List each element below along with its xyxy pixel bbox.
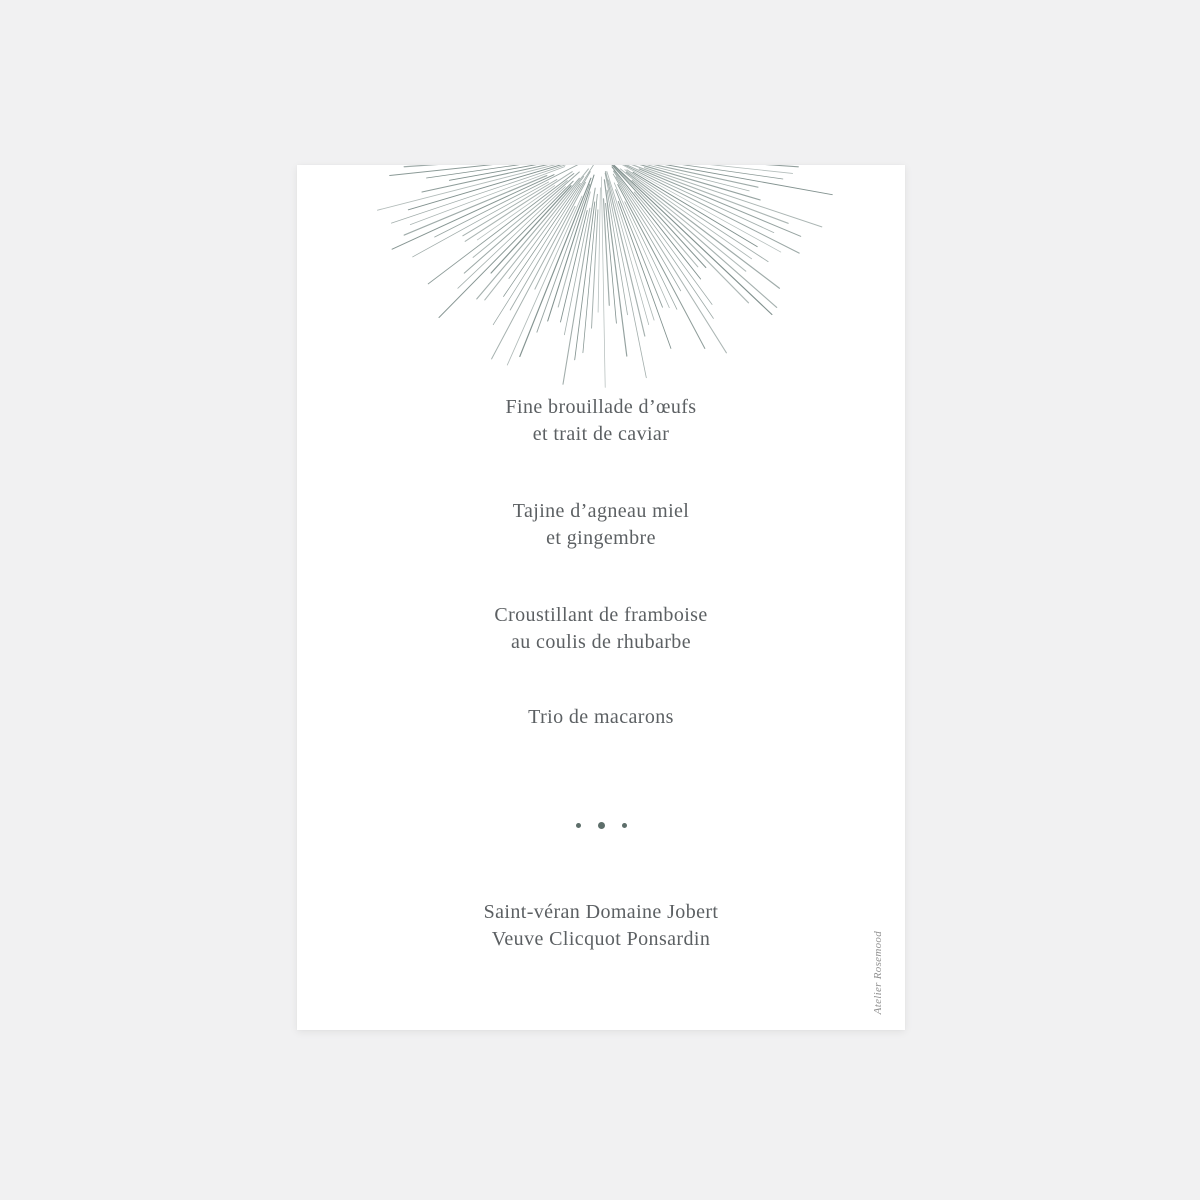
- menu-card: [297, 165, 905, 1030]
- wine-line: Veuve Clicquot Ponsardin: [491, 928, 711, 950]
- course-starter: [297, 394, 905, 448]
- dot-icon: [576, 823, 581, 828]
- dot-icon: [598, 822, 605, 829]
- dot-icon: [622, 823, 627, 828]
- wine-line: Saint-véran Domaine Jobert: [483, 901, 719, 923]
- sunburst-decoration: [297, 165, 905, 525]
- course-line: au coulis de rhubarbe: [510, 631, 691, 653]
- wine-list: [297, 899, 905, 953]
- course-line: Croustillant de framboise: [494, 604, 708, 626]
- brand-watermark: Atelier Rosemood: [872, 930, 884, 1014]
- course-dessert: [297, 602, 905, 656]
- course-line: Fine brouillade d’œufs: [505, 396, 697, 418]
- course-line: et gingembre: [546, 527, 656, 549]
- course-line: Tajine d’agneau miel: [512, 500, 690, 522]
- dots-separator: [297, 819, 905, 831]
- course-sweets: [297, 704, 905, 731]
- course-line: Trio de macarons: [528, 706, 674, 728]
- course-main: [297, 498, 905, 552]
- course-line: et trait de caviar: [532, 423, 670, 445]
